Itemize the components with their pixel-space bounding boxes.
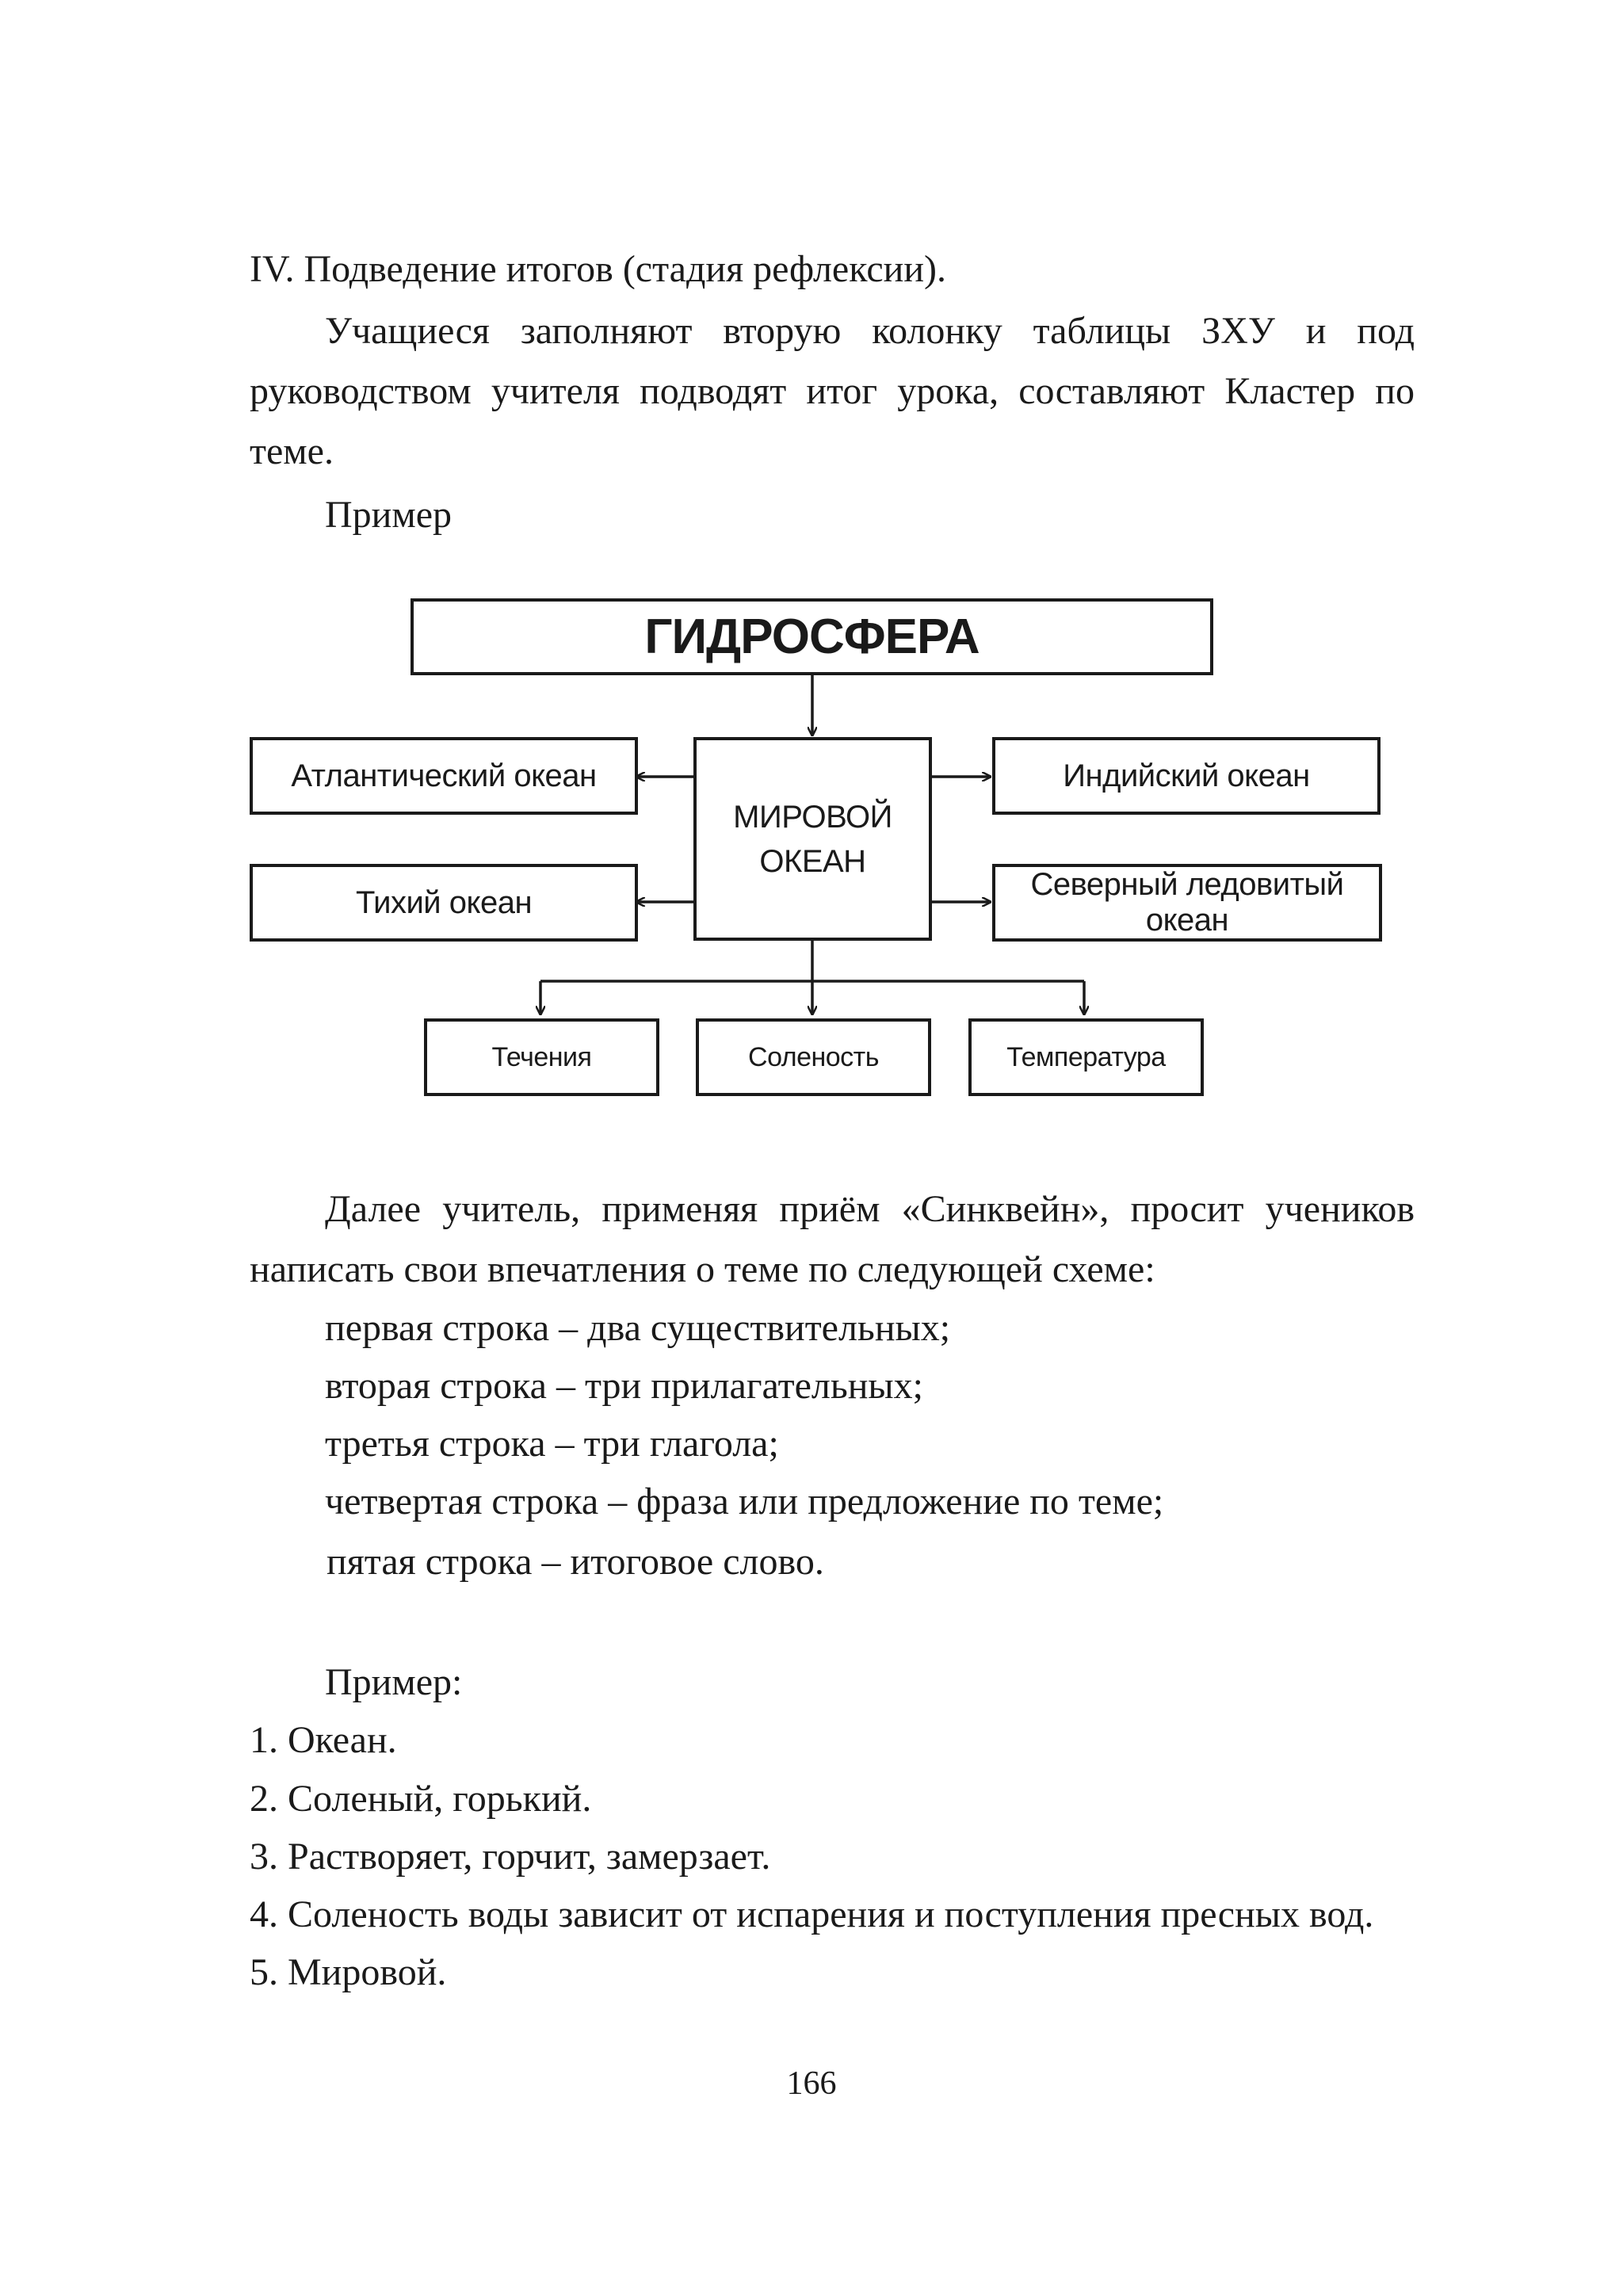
scheme-line-4: четвертая строка – фраза или предложение по теме; [325,1480,1164,1522]
box-salinity [696,1018,931,1096]
box-currents [424,1018,659,1096]
title-box [411,598,1213,675]
box-arctic-label: Северный ледовитый океан [1030,867,1344,938]
box-atlantic-label: Атлантический океан [291,758,597,793]
center-box [693,737,932,941]
box-temperature [968,1018,1204,1096]
example-line-5: 5. Мировой. [250,1951,447,1993]
box-pacific-label: Тихий океан [355,884,533,920]
box-pacific [250,864,638,942]
cluster-diagram [238,586,1395,1110]
page-number: 166 [786,2065,837,2102]
title-text: ГИДРОСФЕРА [644,609,980,664]
scheme-line-5: пятая строка – итоговое слово. [327,1541,824,1583]
example-line-1: 1. Океан. [250,1719,397,1761]
paragraph-reflection: Учащиеся заполняют вторую колонку таблицы ЗХУ и под руководством учителя подводят итог урока, составляют Кластер по теме. [250,310,1415,472]
box-temperature-label: Температура [1006,1041,1166,1072]
section-heading: IV. Подведение итогов (стадия рефлексии). [250,248,946,290]
box-currents-label: Течения [491,1041,592,1072]
center-line-1: МИРОВОЙ [733,799,892,835]
box-indian-label: Индийский океан [1063,758,1310,793]
example-line-3: 3. Растворяет, горчит, замерзает. [250,1836,771,1878]
center-line-2: ОКЕАН [759,843,866,879]
scheme-line-2: вторая строка – три прилагательных; [325,1365,923,1407]
example-label: Пример [325,494,453,536]
example-line-2: 2. Соленый, горький. [250,1778,592,1820]
box-atlantic [250,737,638,815]
paragraph-sinkwain: Далее учитель, применяя приём «Синквейн», просит учеников написать свои впечатления о теме по следующей схеме: [250,1188,1415,1290]
example-line-4: 4. Соленость воды зависит от испарения и поступления пресных вод. [250,1893,1374,1935]
scheme-line-1: первая строка – два существительных; [325,1307,951,1349]
box-arctic [992,864,1382,942]
box-salinity-label: Соленость [748,1041,879,1072]
box-indian [992,737,1381,815]
example-label-2: Пример: [325,1661,463,1703]
scheme-line-3: третья строка – три глагола; [325,1423,779,1465]
